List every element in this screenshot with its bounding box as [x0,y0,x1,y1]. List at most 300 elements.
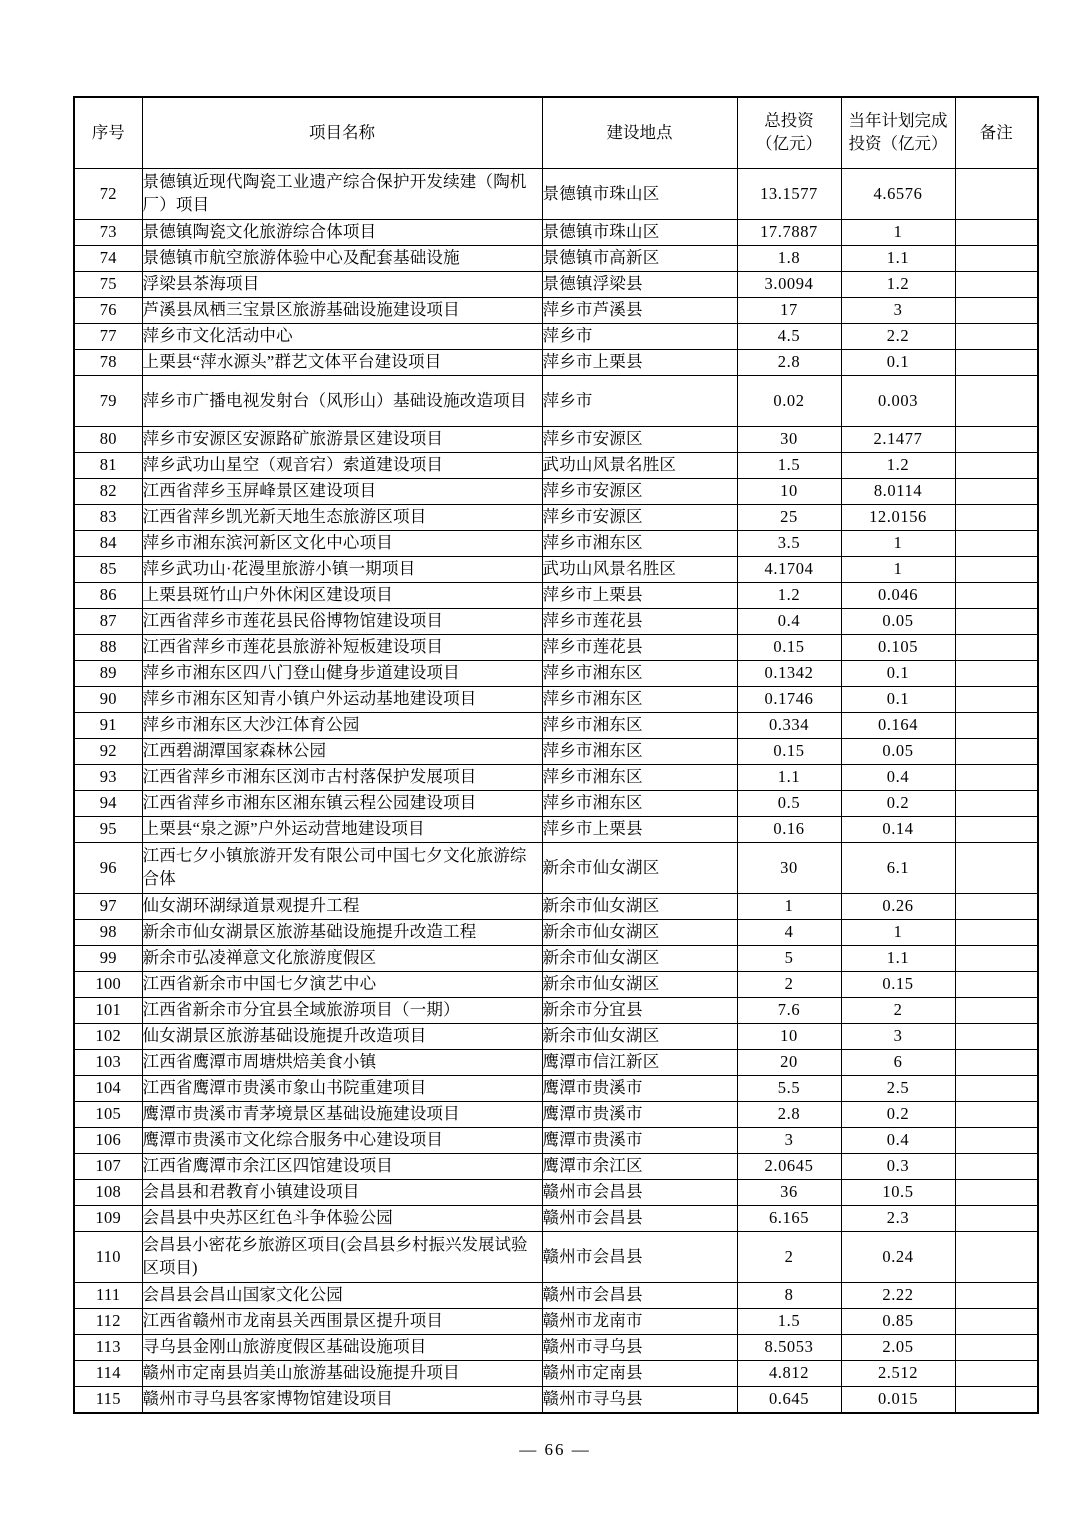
cell-sequence-number: 89 [74,661,142,687]
cell-remark [955,843,1038,894]
cell-total-investment: 2.8 [737,1102,841,1128]
cell-location: 新余市仙女湖区 [542,920,737,946]
cell-total-investment: 13.1577 [737,169,841,220]
table-row [74,843,1038,894]
cell-location: 鹰潭市贵溪市 [542,1076,737,1102]
cell-year-planned-investment: 1 [841,531,955,557]
cell-sequence-number: 77 [74,324,142,350]
cell-project-name: 江西省萍乡玉屏峰景区建设项目 [142,479,542,505]
cell-year-planned-investment: 0.1 [841,350,955,376]
cell-total-investment: 1 [737,894,841,920]
cell-year-planned-investment: 1 [841,920,955,946]
cell-location: 新余市分宜县 [542,998,737,1024]
cell-year-planned-investment: 8.0114 [841,479,955,505]
cell-remark [955,1335,1038,1361]
column-header-line: 总投资 [764,111,814,131]
cell-sequence-number: 98 [74,920,142,946]
table-row [74,169,1038,220]
cell-remark [955,1180,1038,1206]
table-row [74,713,1038,739]
cell-year-planned-investment: 2.5 [841,1076,955,1102]
cell-year-planned-investment: 0.105 [841,635,955,661]
table-row [74,1050,1038,1076]
cell-sequence-number: 107 [74,1154,142,1180]
cell-year-planned-investment: 6 [841,1050,955,1076]
column-header-line: 投资（亿元） [848,134,948,153]
cell-project-name: 江西省萍乡凯光新天地生态旅游区项目 [142,505,542,531]
cell-total-investment: 4.812 [737,1361,841,1387]
cell-sequence-number: 108 [74,1180,142,1206]
cell-location: 赣州市寻乌县 [542,1335,737,1361]
cell-location: 鹰潭市余江区 [542,1154,737,1180]
column-header-line: 当年计划完成 [848,111,948,131]
cell-location: 萍乡市安源区 [542,479,737,505]
cell-remark [955,1154,1038,1180]
cell-project-name: 上栗县“萍水源头”群艺文体平台建设项目 [142,350,542,376]
cell-year-planned-investment: 0.2 [841,1102,955,1128]
cell-remark [955,1050,1038,1076]
cell-remark [955,1206,1038,1232]
table-row [74,1283,1038,1309]
cell-sequence-number: 102 [74,1024,142,1050]
cell-sequence-number: 87 [74,609,142,635]
cell-sequence-number: 72 [74,169,142,220]
cell-total-investment: 8 [737,1283,841,1309]
cell-total-investment: 5.5 [737,1076,841,1102]
cell-project-name: 上栗县斑竹山户外休闲区建设项目 [142,583,542,609]
cell-sequence-number: 93 [74,765,142,791]
table-header [74,97,1038,169]
cell-location: 新余市仙女湖区 [542,843,737,894]
cell-year-planned-investment: 2.05 [841,1335,955,1361]
cell-project-name: 会昌县会昌山国家文化公园 [142,1283,542,1309]
column-header-line: 序号 [91,122,125,142]
column-header-line: 项目名称 [309,122,375,142]
cell-project-name: 萍乡武功山星空（观音宕）索道建设项目 [142,453,542,479]
cell-remark [955,894,1038,920]
cell-location: 景德镇浮梁县 [542,272,737,298]
cell-project-name: 仙女湖环湖绿道景观提升工程 [142,894,542,920]
cell-sequence-number: 86 [74,583,142,609]
cell-total-investment: 1.8 [737,246,841,272]
cell-project-name: 江西省新余市分宜县全域旅游项目（一期） [142,998,542,1024]
cell-year-planned-investment: 1.2 [841,453,955,479]
cell-location: 赣州市会昌县 [542,1232,737,1283]
table-row [74,765,1038,791]
cell-year-planned-investment: 0.164 [841,713,955,739]
cell-total-investment: 7.6 [737,998,841,1024]
cell-year-planned-investment: 1 [841,220,955,246]
cell-project-name: 江西省鹰潭市周塘烘焙美食小镇 [142,1050,542,1076]
cell-year-planned-investment: 0.4 [841,765,955,791]
table-row [74,894,1038,920]
cell-sequence-number: 85 [74,557,142,583]
cell-project-name: 江西七夕小镇旅游开发有限公司中国七夕文化旅游综合体 [142,843,542,894]
cell-total-investment: 3.5 [737,531,841,557]
cell-location: 萍乡市莲花县 [542,635,737,661]
cell-remark [955,1283,1038,1309]
cell-location: 鹰潭市贵溪市 [542,1128,737,1154]
cell-year-planned-investment: 0.1 [841,661,955,687]
cell-year-planned-investment: 0.046 [841,583,955,609]
cell-total-investment: 4 [737,920,841,946]
cell-location: 赣州市寻乌县 [542,1387,737,1414]
cell-sequence-number: 106 [74,1128,142,1154]
cell-project-name: 江西省新余市中国七夕演艺中心 [142,972,542,998]
cell-project-name: 新余市仙女湖景区旅游基础设施提升改造工程 [142,920,542,946]
cell-remark [955,220,1038,246]
column-header-project-name [142,97,542,169]
cell-remark [955,272,1038,298]
table-row [74,298,1038,324]
cell-total-investment: 4.1704 [737,557,841,583]
cell-project-name: 景德镇陶瓷文化旅游综合体项目 [142,220,542,246]
cell-project-name: 赣州市定南县岿美山旅游基础设施提升项目 [142,1361,542,1387]
cell-location: 新余市仙女湖区 [542,894,737,920]
cell-location: 萍乡市 [542,324,737,350]
cell-remark [955,479,1038,505]
cell-year-planned-investment: 0.85 [841,1309,955,1335]
column-header-line: （亿元） [756,134,822,153]
cell-location: 鹰潭市信江新区 [542,1050,737,1076]
cell-project-name: 江西省萍乡市莲花县旅游补短板建设项目 [142,635,542,661]
cell-remark [955,350,1038,376]
cell-project-name: 江西省萍乡市湘东区湘东镇云程公园建设项目 [142,791,542,817]
cell-project-name: 寻乌县金刚山旅游度假区基础设施项目 [142,1335,542,1361]
table-row [74,1309,1038,1335]
table-row [74,1335,1038,1361]
cell-remark [955,609,1038,635]
table-row [74,324,1038,350]
cell-location: 萍乡市湘东区 [542,713,737,739]
cell-total-investment: 0.5 [737,791,841,817]
cell-total-investment: 2 [737,1232,841,1283]
table-row [74,272,1038,298]
cell-year-planned-investment: 0.3 [841,1154,955,1180]
cell-sequence-number: 96 [74,843,142,894]
cell-remark [955,687,1038,713]
table-row [74,635,1038,661]
table-row [74,687,1038,713]
cell-year-planned-investment: 0.4 [841,1128,955,1154]
cell-remark [955,1076,1038,1102]
cell-project-name: 景德镇近现代陶瓷工业遗产综合保护开发续建（陶机厂）项目 [142,169,542,220]
cell-remark [955,661,1038,687]
cell-remark [955,1387,1038,1414]
cell-project-name: 景德镇市航空旅游体验中心及配套基础设施 [142,246,542,272]
cell-remark [955,531,1038,557]
cell-sequence-number: 73 [74,220,142,246]
cell-remark [955,817,1038,843]
cell-location: 萍乡市湘东区 [542,687,737,713]
cell-sequence-number: 81 [74,453,142,479]
cell-sequence-number: 91 [74,713,142,739]
cell-total-investment: 30 [737,427,841,453]
cell-sequence-number: 104 [74,1076,142,1102]
cell-total-investment: 0.15 [737,635,841,661]
cell-sequence-number: 100 [74,972,142,998]
cell-location: 萍乡市莲花县 [542,609,737,635]
cell-project-name: 江西省赣州市龙南县关西围景区提升项目 [142,1309,542,1335]
table-row [74,1102,1038,1128]
cell-location: 萍乡市上栗县 [542,817,737,843]
cell-location: 武功山风景名胜区 [542,557,737,583]
cell-year-planned-investment: 2.1477 [841,427,955,453]
cell-total-investment: 2.0645 [737,1154,841,1180]
cell-total-investment: 30 [737,843,841,894]
cell-sequence-number: 101 [74,998,142,1024]
cell-remark [955,791,1038,817]
cell-location: 鹰潭市贵溪市 [542,1102,737,1128]
cell-sequence-number: 82 [74,479,142,505]
cell-total-investment: 0.02 [737,376,841,427]
column-header-line: 备注 [979,122,1013,142]
cell-remark [955,1232,1038,1283]
table-row [74,972,1038,998]
page-number: — 66 — [519,1440,591,1459]
cell-year-planned-investment: 0.24 [841,1232,955,1283]
table-row [74,1128,1038,1154]
cell-project-name: 上栗县“泉之源”户外运动营地建设项目 [142,817,542,843]
cell-year-planned-investment: 0.003 [841,376,955,427]
cell-remark [955,998,1038,1024]
cell-location: 萍乡市湘东区 [542,661,737,687]
cell-total-investment: 0.1746 [737,687,841,713]
cell-remark [955,505,1038,531]
cell-total-investment: 2 [737,972,841,998]
column-header-year-planned-investment [841,97,955,169]
table-row [74,453,1038,479]
cell-sequence-number: 83 [74,505,142,531]
cell-sequence-number: 115 [74,1387,142,1414]
cell-total-investment: 0.15 [737,739,841,765]
cell-year-planned-investment: 4.6576 [841,169,955,220]
cell-project-name: 萍乡市广播电视发射台（风形山）基础设施改造项目 [142,376,542,427]
cell-sequence-number: 112 [74,1309,142,1335]
cell-year-planned-investment: 6.1 [841,843,955,894]
cell-sequence-number: 90 [74,687,142,713]
cell-project-name: 江西省鹰潭市贵溪市象山书院重建项目 [142,1076,542,1102]
cell-project-name: 会昌县小密花乡旅游区项目(会昌县乡村振兴发展试验区项目) [142,1232,542,1283]
cell-year-planned-investment: 0.05 [841,739,955,765]
cell-remark [955,1128,1038,1154]
cell-location: 新余市仙女湖区 [542,946,737,972]
cell-remark [955,920,1038,946]
table-row [74,661,1038,687]
cell-location: 萍乡市安源区 [542,505,737,531]
cell-total-investment: 2.8 [737,350,841,376]
cell-total-investment: 25 [737,505,841,531]
cell-project-name: 鹰潭市贵溪市文化综合服务中心建设项目 [142,1128,542,1154]
cell-location: 武功山风景名胜区 [542,453,737,479]
cell-location: 萍乡市湘东区 [542,531,737,557]
cell-total-investment: 10 [737,479,841,505]
cell-year-planned-investment: 0.26 [841,894,955,920]
cell-remark [955,1309,1038,1335]
table-body [74,169,1038,1414]
cell-year-planned-investment: 2.2 [841,324,955,350]
cell-total-investment: 17.7887 [737,220,841,246]
cell-year-planned-investment: 1.1 [841,246,955,272]
cell-location: 萍乡市湘东区 [542,791,737,817]
cell-total-investment: 5 [737,946,841,972]
cell-remark [955,298,1038,324]
cell-location: 新余市仙女湖区 [542,1024,737,1050]
cell-remark [955,376,1038,427]
cell-project-name: 会昌县和君教育小镇建设项目 [142,1180,542,1206]
cell-location: 萍乡市安源区 [542,427,737,453]
cell-remark [955,739,1038,765]
cell-sequence-number: 75 [74,272,142,298]
cell-remark [955,557,1038,583]
table-row [74,1232,1038,1283]
cell-location: 赣州市定南县 [542,1361,737,1387]
cell-sequence-number: 111 [74,1283,142,1309]
cell-project-name: 萍乡市文化活动中心 [142,324,542,350]
cell-project-name: 萍乡市湘东区四八门登山健身步道建设项目 [142,661,542,687]
cell-location: 萍乡市湘东区 [542,765,737,791]
table-row [74,220,1038,246]
cell-year-planned-investment: 0.1 [841,687,955,713]
table-row [74,1154,1038,1180]
cell-sequence-number: 109 [74,1206,142,1232]
table-row [74,946,1038,972]
cell-year-planned-investment: 0.05 [841,609,955,635]
cell-location: 萍乡市湘东区 [542,739,737,765]
cell-year-planned-investment: 2.22 [841,1283,955,1309]
table-row [74,817,1038,843]
table-row [74,1024,1038,1050]
cell-year-planned-investment: 2 [841,998,955,1024]
cell-total-investment: 36 [737,1180,841,1206]
cell-sequence-number: 103 [74,1050,142,1076]
cell-total-investment: 1.5 [737,1309,841,1335]
cell-project-name: 萍乡市湘东区大沙江体育公园 [142,713,542,739]
table-row [74,739,1038,765]
cell-remark [955,583,1038,609]
cell-year-planned-investment: 0.2 [841,791,955,817]
cell-sequence-number: 80 [74,427,142,453]
cell-sequence-number: 113 [74,1335,142,1361]
cell-sequence-number: 95 [74,817,142,843]
cell-year-planned-investment: 3 [841,1024,955,1050]
column-header-remark [955,97,1038,169]
cell-remark [955,324,1038,350]
table-row [74,1180,1038,1206]
cell-project-name: 鹰潭市贵溪市青茅境景区基础设施建设项目 [142,1102,542,1128]
cell-sequence-number: 76 [74,298,142,324]
cell-sequence-number: 79 [74,376,142,427]
cell-year-planned-investment: 12.0156 [841,505,955,531]
table-row [74,791,1038,817]
cell-total-investment: 20 [737,1050,841,1076]
table-row [74,531,1038,557]
cell-total-investment: 0.1342 [737,661,841,687]
cell-total-investment: 0.334 [737,713,841,739]
cell-sequence-number: 110 [74,1232,142,1283]
cell-project-name: 萍乡市湘东区知青小镇户外运动基地建设项目 [142,687,542,713]
table-row [74,1361,1038,1387]
cell-sequence-number: 97 [74,894,142,920]
table-row [74,583,1038,609]
cell-year-planned-investment: 10.5 [841,1180,955,1206]
cell-project-name: 江西省鹰潭市余江区四馆建设项目 [142,1154,542,1180]
table-row [74,557,1038,583]
cell-total-investment: 0.16 [737,817,841,843]
cell-remark [955,765,1038,791]
cell-remark [955,1361,1038,1387]
cell-year-planned-investment: 2.512 [841,1361,955,1387]
cell-project-name: 赣州市寻乌县客家博物馆建设项目 [142,1387,542,1414]
table-row [74,246,1038,272]
cell-location: 新余市仙女湖区 [542,972,737,998]
cell-location: 萍乡市上栗县 [542,583,737,609]
table-row [74,350,1038,376]
cell-project-name: 萍乡武功山·花漫里旅游小镇一期项目 [142,557,542,583]
cell-project-name: 萍乡市湘东滨河新区文化中心项目 [142,531,542,557]
cell-sequence-number: 92 [74,739,142,765]
column-header-line: 建设地点 [606,122,673,142]
table-row [74,1076,1038,1102]
cell-sequence-number: 94 [74,791,142,817]
cell-remark [955,635,1038,661]
cell-total-investment: 0.645 [737,1387,841,1414]
cell-year-planned-investment: 0.015 [841,1387,955,1414]
table-row [74,998,1038,1024]
column-header-location [542,97,737,169]
table-row [74,479,1038,505]
cell-total-investment: 6.165 [737,1206,841,1232]
cell-project-name: 会昌县中央苏区红色斗争体验公园 [142,1206,542,1232]
cell-remark [955,246,1038,272]
cell-year-planned-investment: 0.15 [841,972,955,998]
cell-remark [955,972,1038,998]
cell-year-planned-investment: 1 [841,557,955,583]
cell-sequence-number: 74 [74,246,142,272]
cell-year-planned-investment: 0.14 [841,817,955,843]
cell-total-investment: 3.0094 [737,272,841,298]
cell-total-investment: 0.4 [737,609,841,635]
cell-project-name: 浮梁县茶海项目 [142,272,542,298]
cell-total-investment: 8.5053 [737,1335,841,1361]
cell-project-name: 仙女湖景区旅游基础设施提升改造项目 [142,1024,542,1050]
cell-project-name: 江西碧湖潭国家森林公园 [142,739,542,765]
cell-year-planned-investment: 2.3 [841,1206,955,1232]
cell-sequence-number: 105 [74,1102,142,1128]
cell-total-investment: 17 [737,298,841,324]
table-row [74,505,1038,531]
cell-year-planned-investment: 3 [841,298,955,324]
table-row [74,376,1038,427]
cell-location: 萍乡市芦溪县 [542,298,737,324]
cell-location: 赣州市会昌县 [542,1206,737,1232]
cell-project-name: 江西省萍乡市湘东区浏市古村落保护发展项目 [142,765,542,791]
cell-location: 赣州市龙南市 [542,1309,737,1335]
cell-total-investment: 1.1 [737,765,841,791]
cell-project-name: 江西省萍乡市莲花县民俗博物馆建设项目 [142,609,542,635]
cell-year-planned-investment: 1.2 [841,272,955,298]
cell-remark [955,453,1038,479]
cell-sequence-number: 99 [74,946,142,972]
cell-location: 赣州市会昌县 [542,1283,737,1309]
cell-year-planned-investment: 1.1 [841,946,955,972]
table-row [74,609,1038,635]
header-row [74,97,1038,169]
project-investment-table [73,96,1039,1414]
cell-total-investment: 1.5 [737,453,841,479]
cell-project-name: 芦溪县凤栖三宝景区旅游基础设施建设项目 [142,298,542,324]
table-row [74,1206,1038,1232]
